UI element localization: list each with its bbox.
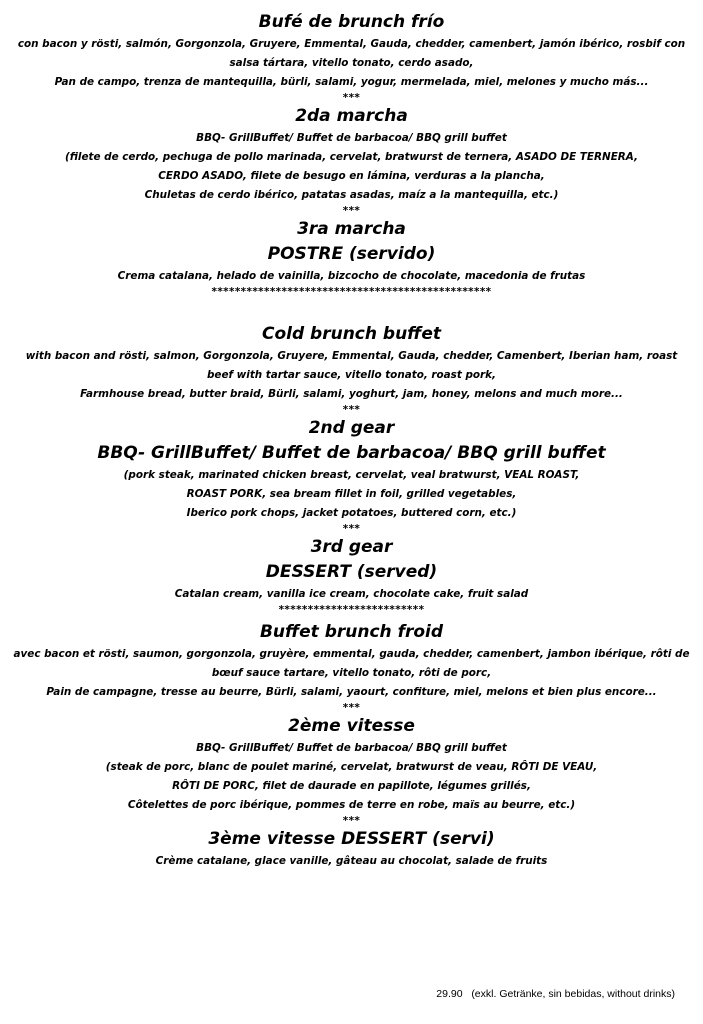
section-title: DESSERT (served) xyxy=(265,562,438,582)
menu-line: Crema catalana, helado de vainilla, bizcocho de chocolate, macedonia de frutas xyxy=(117,270,586,282)
menu-line: avec bacon et rösti, saumon, gorgonzola, gruyère, emmental, gauda, chedder, camenbert, jambon ibérique, rôti de xyxy=(13,648,690,660)
menu-line: Chuletas de cerdo ibérico, patatas asadas, maíz a la mantequilla, etc.) xyxy=(144,189,559,201)
menu-line: Pain de campagne, tresse au beurre, Bürli, salami, yaourt, confiture, miel, melons et bien plus encore... xyxy=(46,686,657,698)
menu-line: with bacon and rösti, salmon, Gorgonzola, Gruyere, Emmental, Gauda, chedder, Camenbert, Iberian ham, roast xyxy=(25,350,678,362)
section-title: POSTRE (servido) xyxy=(267,244,436,264)
separator: ************************* xyxy=(278,604,425,616)
spacer xyxy=(0,298,703,322)
menu-line: BBQ- GrillBuffet/ Buffet de barbacoa/ BBQ grill buffet xyxy=(196,132,507,144)
menu-line: Iberico pork chops, jacket potatoes, buttered corn, etc.) xyxy=(186,507,517,519)
menu-line: bœuf sauce tartare, vitello tonato, rôti de porc, xyxy=(211,667,492,679)
separator: *** xyxy=(342,702,361,714)
separator: *** xyxy=(342,92,361,104)
separator: *** xyxy=(342,815,361,827)
menu-line: beef with tartar sauce, vitello tonato, roast pork, xyxy=(206,369,496,381)
section-title: 2ème vitesse xyxy=(288,716,415,736)
menu-line: BBQ- GrillBuffet/ Buffet de barbacoa/ BBQ grill buffet xyxy=(196,742,507,754)
price-value: 29.90 xyxy=(436,988,463,1000)
separator: *** xyxy=(342,205,361,217)
price-note: (exkl. Getränke, sin bebidas, without drinks) xyxy=(471,988,675,1000)
section-title: Cold brunch buffet xyxy=(261,324,441,344)
menu-line: RÔTI DE PORC, filet de daurade en papillote, légumes grillés, xyxy=(172,780,531,792)
price-footer xyxy=(436,988,675,1000)
menu-page xyxy=(0,10,703,871)
section-title: BBQ- GrillBuffet/ Buffet de barbacoa/ BBQ grill buffet xyxy=(97,443,606,463)
menu-line: (filete de cerdo, pechuga de pollo marinada, cervelat, bratwurst de ternera, ASADO DE TERNERA, xyxy=(65,151,638,163)
menu-line: Côtelettes de porc ibérique, pommes de terre en robe, maïs au beurre, etc.) xyxy=(127,799,576,811)
section-title: 3rd gear xyxy=(310,537,393,557)
section-title: 3ra marcha xyxy=(297,219,406,239)
section-title: 3ème vitesse DESSERT (servi) xyxy=(208,829,495,849)
menu-line: ROAST PORK, sea bream fillet in foil, grilled vegetables, xyxy=(186,488,517,500)
menu-line: Catalan cream, vanilla ice cream, chocolate cake, fruit salad xyxy=(174,588,529,600)
menu-line: (steak de porc, blanc de poulet mariné, cervelat, bratwurst de veau, RÔTI DE VEAU, xyxy=(105,761,598,773)
menu-line: Crème catalane, glace vanille, gâteau au chocolat, salade de fruits xyxy=(155,855,548,867)
menu-line: salsa tártara, vitello tonato, cerdo asado, xyxy=(229,57,474,69)
section-title: Buffet brunch froid xyxy=(259,622,444,642)
section-title: Bufé de brunch frío xyxy=(258,12,445,32)
menu-line: Pan de campo, trenza de mantequilla, bürli, salami, yogur, mermelada, miel, melones y mucho más... xyxy=(54,76,649,88)
section-title: 2da marcha xyxy=(295,106,408,126)
menu-line: (pork steak, marinated chicken breast, cervelat, veal bratwurst, VEAL ROAST, xyxy=(123,469,580,481)
menu-line: con bacon y rösti, salmón, Gorgonzola, Gruyere, Emmental, Gauda, chedder, camenbert, jamón ibérico, rosbif con xyxy=(17,38,686,50)
separator: ************************************************ xyxy=(211,286,492,298)
separator: *** xyxy=(342,404,361,416)
menu-line: CERDO ASADO, filete de besugo en lámina, verduras a la plancha, xyxy=(158,170,545,182)
section-title: 2nd gear xyxy=(308,418,395,438)
separator: *** xyxy=(342,523,361,535)
menu-line: Farmhouse bread, butter braid, Bürli, salami, yoghurt, jam, honey, melons and much more... xyxy=(80,388,623,400)
